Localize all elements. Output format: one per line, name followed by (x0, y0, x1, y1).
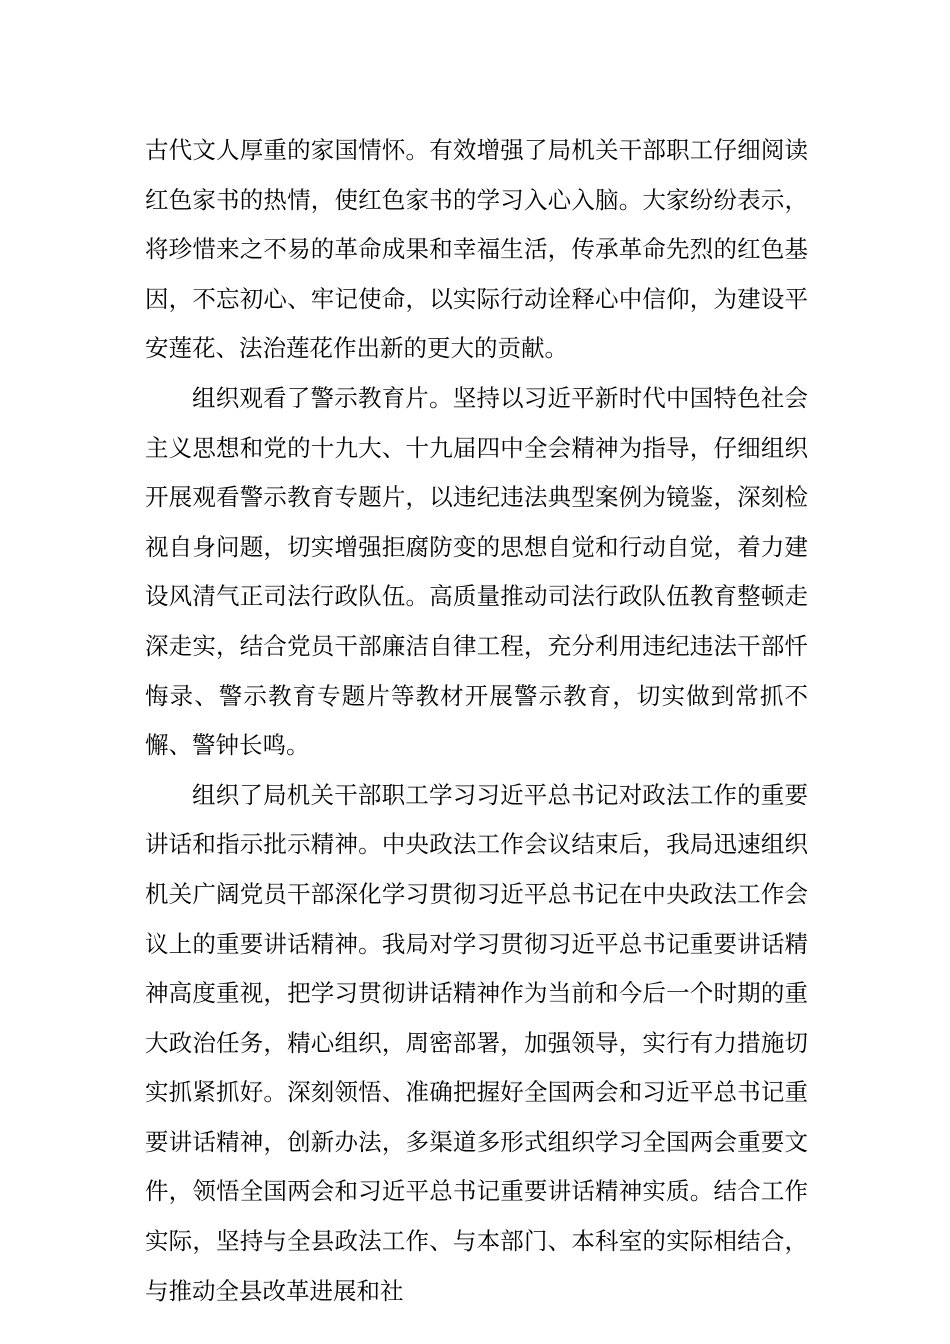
paragraph-1: 古代文人厚重的家国情怀。有效增强了局机关干部职工仔细阅读红色家书的热情，使红色家书的学习入心入脑。大家纷纷表示，将珍惜来之不易的革命成果和幸福生活，传承革命先烈的红色基因，不忘初心、牢记使命，以实际行动诠释心中信仰，为建设平安莲花、法治莲花作出新的更大的贡献。 (145, 136, 808, 363)
document-body (145, 126, 808, 1316)
paragraph-3: 组织了局机关干部职工学习习近平总书记对政法工作的重要讲话和指示批示精神。中央政法工作会议结束后，我局迅速组织机关广阔党员干部深化学习贯彻习近平总书记在中央政法工作会议上的重要讲话精神。我局对学习贯彻习近平总书记重要讲话精神高度重视，把学习贯彻讲话精神作为当前和今后一个时期的重大政治任务，精心组织，周密部署，加强领导，实行有力措施切实抓紧抓好。深刻领悟、准确把握好全国两会和习近平总书记重要讲话精神，创新办法，多渠道多形式组织学习全国两会重要文件，领悟全国两会和习近平总书记重要讲话精神实质。结合工作实际，坚持与全县政法工作、与本部门、本科室的实际相结合，与推动全县改革进展和社 (145, 780, 808, 1305)
paragraph-2: 组织观看了警示教育片。坚持以习近平新时代中国特色社会主义思想和党的十九大、十九届四中全会精神为指导，仔细组织开展观看警示教育专题片，以违纪违法典型案例为镜鉴，深刻检视自身问题，切实增强拒腐防变的思想自觉和行动自觉，着力建设风清气正司法行政队伍。高质量推动司法行政队伍教育整顿走深走实，结合党员干部廉洁自律工程，充分利用违纪违法干部忏悔录、警示教育专题片等教材开展警示教育，切实做到常抓不懈、警钟长鸣。 (145, 383, 808, 760)
